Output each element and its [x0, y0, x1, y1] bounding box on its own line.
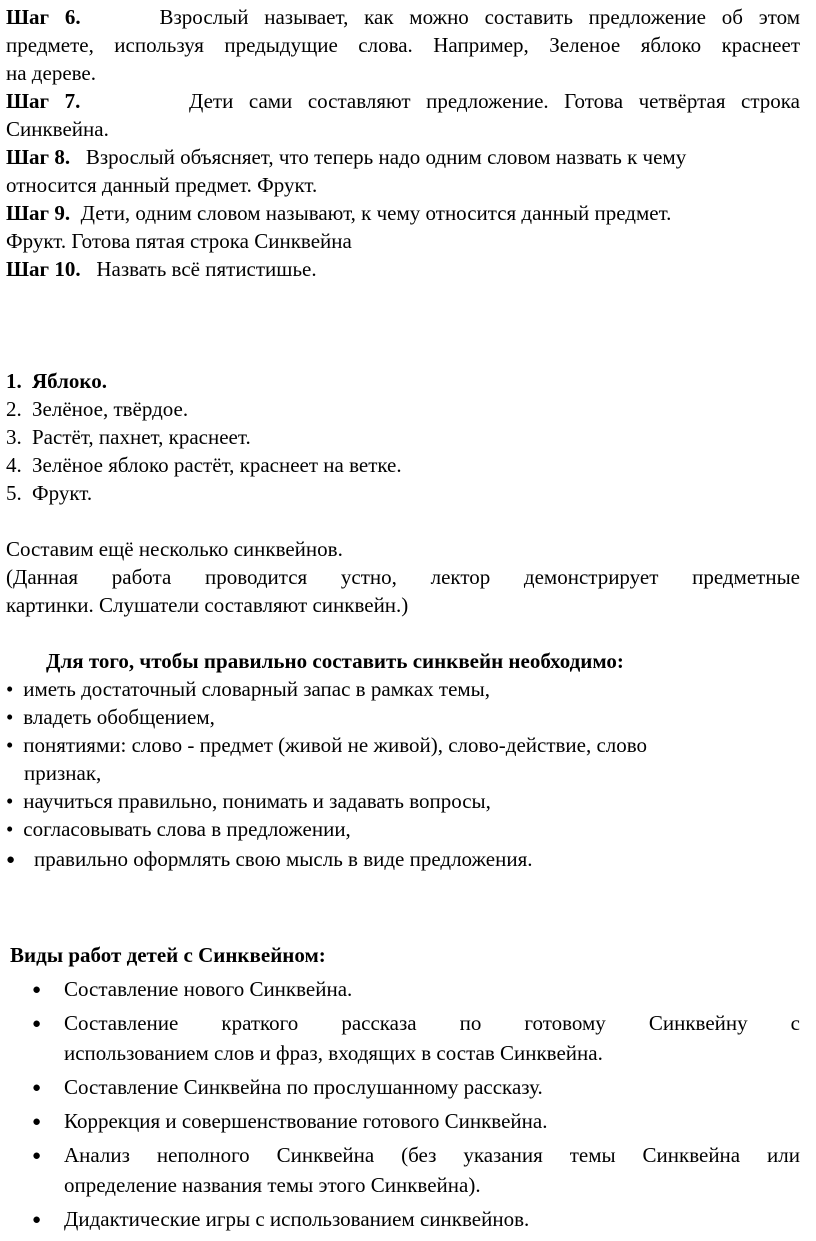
- bullet-icon: •: [6, 705, 14, 729]
- poem-text: Фрукт.: [32, 481, 93, 505]
- step-6-line-3: на дереве.: [6, 61, 96, 85]
- poem-number: 1.: [6, 369, 22, 393]
- step-6-line-1: [6, 3, 800, 31]
- step-8-line-1: [6, 143, 800, 171]
- poem-number: 4.: [6, 453, 22, 477]
- work-type-item: Составление Синквейна по прослушанному рассказу.: [64, 1075, 543, 1099]
- work-type-item-continuation: определение названия темы этого Синквейна).: [64, 1173, 481, 1197]
- bullet-icon: ●: [32, 1114, 42, 1130]
- requirement-item: • понятиями: слово - предмет (живой не живой), слово-действие, слово: [6, 733, 648, 757]
- work-type-item: Коррекция и совершенствование готового Синквейна.: [64, 1109, 548, 1133]
- poem-line-2: [6, 395, 800, 423]
- step-text: Дети, одним словом называют, к чему относится данный предмет.: [80, 201, 672, 225]
- step-9-line-1: [6, 199, 800, 227]
- requirement-item: • владеть обобщением,: [6, 705, 215, 729]
- poem-text: Яблоко.: [32, 369, 107, 393]
- more-line-1: Составим ещё несколько синквейнов.: [6, 537, 343, 561]
- requirements-heading: Для того, чтобы правильно составить синквейн необходимо:: [46, 649, 624, 673]
- step-label: Шаг 7.: [6, 89, 81, 113]
- requirement-item: • научиться правильно, понимать и задавать вопросы,: [6, 789, 491, 813]
- work-type-item: Дидактические игры с использованием синквейнов.: [64, 1207, 530, 1231]
- poem-line-3: [6, 423, 800, 451]
- bullet-icon: ●: [32, 982, 42, 998]
- poem-line-5: [6, 479, 800, 507]
- step-label: Шаг 9.: [6, 201, 71, 225]
- requirement-item: • согласовывать слова в предложении,: [6, 817, 351, 841]
- requirement-item-continuation: признак,: [24, 761, 102, 785]
- more-line-3: картинки. Слушатели составляют синквейн.): [6, 593, 409, 617]
- poem-line-1: [6, 367, 800, 395]
- poem-number: 2.: [6, 397, 22, 421]
- bullet-icon: ●: [32, 1080, 42, 1096]
- step-text: Взрослый объясняет, что теперь надо одним словом назвать к чему: [85, 145, 687, 169]
- requirement-item: • иметь достаточный словарный запас в рамках темы,: [6, 677, 491, 701]
- work-type-item: Составление краткого рассказа по готовому Синквейну с: [64, 1011, 800, 1035]
- poem-text: Зелёное, твёрдое.: [32, 397, 189, 421]
- step-7-line-2: Синквейна.: [6, 117, 109, 141]
- step-8-line-2: относится данный предмет. Фрукт.: [6, 173, 318, 197]
- poem-text: Зелёное яблоко растёт, краснеет на ветке.: [32, 453, 402, 477]
- step-10-line-1: [6, 255, 800, 283]
- step-text: Назвать всё пятистишье.: [96, 257, 317, 281]
- poem-number: 5.: [6, 481, 22, 505]
- step-9-line-2: Фрукт. Готова пятая строка Синквейна: [6, 229, 352, 253]
- work-type-item: Составление нового Синквейна.: [64, 977, 353, 1001]
- bullet-icon: •: [6, 817, 14, 841]
- step-label: Шаг 6.: [6, 5, 81, 29]
- work-type-item: Анализ неполного Синквейна (без указания темы Синквейна или: [64, 1143, 800, 1167]
- bullet-icon: •: [6, 789, 14, 813]
- bullet-icon: ●: [32, 1148, 42, 1164]
- bullet-icon: •: [6, 733, 14, 757]
- bullet-icon: ●: [32, 1016, 42, 1032]
- work-types-heading: Виды работ детей с Синквейном:: [10, 943, 326, 967]
- poem-line-4: [6, 451, 800, 479]
- step-text: Взрослый называет, как можно составить предложение об этом: [159, 5, 800, 29]
- more-line-2: (Данная работа проводится устно, лектор демонстрирует предметные: [6, 565, 800, 589]
- step-7-line-1: [6, 87, 800, 115]
- step-label: Шаг 8.: [6, 145, 71, 169]
- step-label: Шаг 10.: [6, 257, 81, 281]
- work-type-item-continuation: использованием слов и фраз, входящих в состав Синквейна.: [64, 1041, 603, 1065]
- poem-text: Растёт, пахнет, краснеет.: [32, 425, 251, 449]
- requirement-item: правильно оформлять свою мысль в виде предложения.: [34, 847, 533, 871]
- step-text: Дети сами составляют предложение. Готова четвёртая строка: [189, 89, 800, 113]
- bullet-icon: •: [6, 677, 14, 701]
- step-6-line-2: предмете, используя предыдущие слова. Например, Зеленое яблоко краснеет: [6, 33, 800, 57]
- bullet-icon: ●: [32, 1212, 42, 1228]
- poem-number: 3.: [6, 425, 22, 449]
- bullet-icon: ●: [6, 852, 16, 868]
